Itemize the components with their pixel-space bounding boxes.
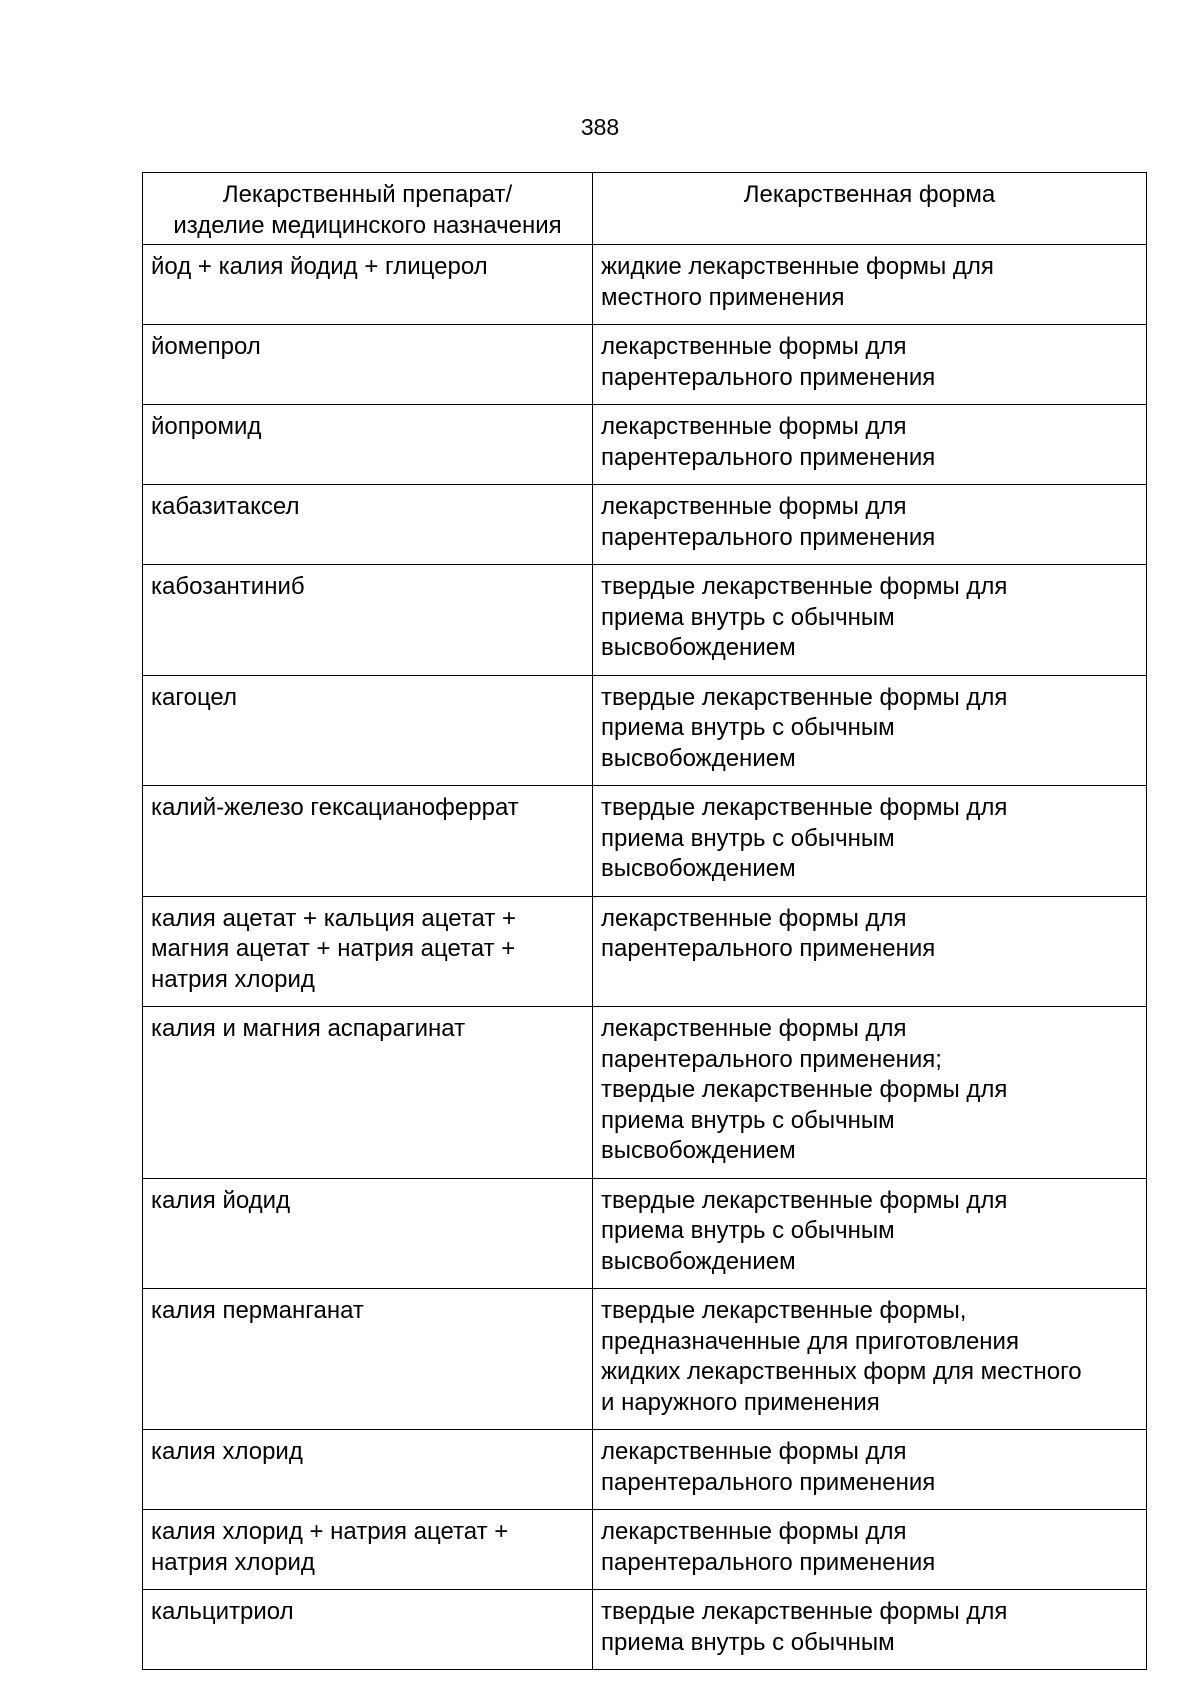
drug-cell: калия хлорид + натрия ацетат + натрия хлорид <box>143 1510 593 1590</box>
table-row <box>143 245 1147 325</box>
table-row <box>143 1590 1147 1670</box>
form-cell: лекарственные формы для парентерального применения <box>593 405 1147 485</box>
drug-cell: калий-железо гексацианоферрат <box>143 786 593 897</box>
form-cell: твердые лекарственные формы для приема внутрь с обычным высвобождением <box>593 675 1147 786</box>
form-cell: твердые лекарственные формы для приема внутрь с обычным высвобождением <box>593 565 1147 676</box>
table-row <box>143 1430 1147 1510</box>
drug-cell: кабозантиниб <box>143 565 593 676</box>
table-row <box>143 675 1147 786</box>
form-cell: жидкие лекарственные формы для местного применения <box>593 245 1147 325</box>
form-cell: лекарственные формы для парентерального применения <box>593 325 1147 405</box>
form-cell: твердые лекарственные формы, предназначенные для приготовления жидких лекарственных форм для местного и наружного применения <box>593 1289 1147 1430</box>
table-row <box>143 786 1147 897</box>
form-cell: твердые лекарственные формы для приема внутрь с обычным <box>593 1590 1147 1670</box>
drug-cell: йомепрол <box>143 325 593 405</box>
drug-cell: калия ацетат + кальция ацетат + магния ацетат + натрия ацетат + натрия хлорид <box>143 896 593 1007</box>
table-row <box>143 896 1147 1007</box>
drug-cell: калия йодид <box>143 1178 593 1289</box>
header-drug: Лекарственный препарат/ изделие медицинского назначения <box>143 173 593 245</box>
table-row <box>143 405 1147 485</box>
form-cell: лекарственные формы для парентерального применения <box>593 1510 1147 1590</box>
drug-table <box>142 172 1147 1670</box>
form-cell: лекарственные формы для парентерального применения; твердые лекарственные формы для приема внутрь с обычным высвобождением <box>593 1007 1147 1179</box>
table-row <box>143 485 1147 565</box>
drug-cell: йопромид <box>143 405 593 485</box>
form-cell: лекарственные формы для парентерального применения <box>593 896 1147 1007</box>
drug-cell: калия перманганат <box>143 1289 593 1430</box>
table-row <box>143 1510 1147 1590</box>
drug-cell: йод + калия йодид + глицерол <box>143 245 593 325</box>
drug-cell: калия хлорид <box>143 1430 593 1510</box>
table-header-row <box>143 173 1147 245</box>
drug-cell: кальцитриол <box>143 1590 593 1670</box>
drug-cell: кабазитаксел <box>143 485 593 565</box>
form-cell: твердые лекарственные формы для приема внутрь с обычным высвобождением <box>593 1178 1147 1289</box>
form-cell: лекарственные формы для парентерального применения <box>593 485 1147 565</box>
table-row <box>143 325 1147 405</box>
form-cell: лекарственные формы для парентерального применения <box>593 1430 1147 1510</box>
drug-cell: кагоцел <box>143 675 593 786</box>
table-row <box>143 1007 1147 1179</box>
page-number: 388 <box>580 114 620 140</box>
form-cell: твердые лекарственные формы для приема внутрь с обычным высвобождением <box>593 786 1147 897</box>
header-form: Лекарственная форма <box>593 173 1147 245</box>
table-row <box>143 565 1147 676</box>
table-row <box>143 1178 1147 1289</box>
drug-cell: калия и магния аспарагинат <box>143 1007 593 1179</box>
table-row <box>143 1289 1147 1430</box>
